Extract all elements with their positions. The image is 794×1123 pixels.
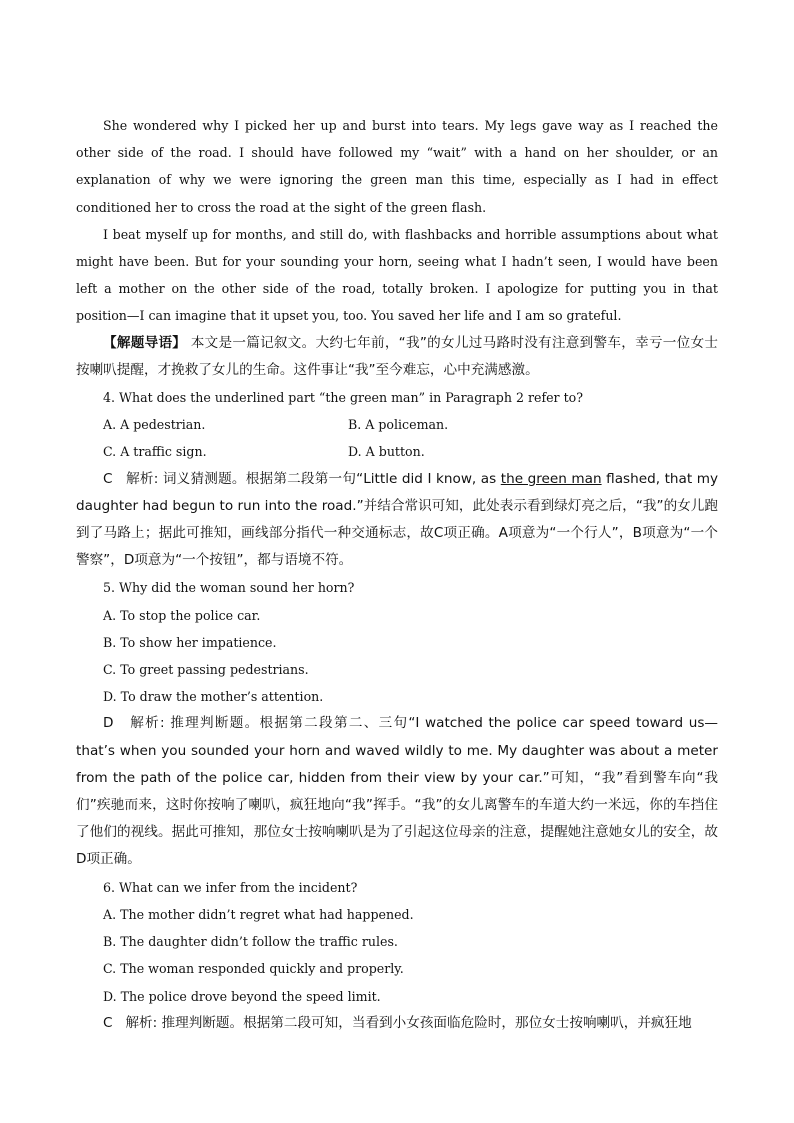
question-6-stem: 6. What can we infer from the incident? bbox=[103, 879, 358, 895]
q5-option-c: C. To greet passing pedestrians. bbox=[103, 662, 309, 678]
q6-option-d: D. The police drove beyond the speed limit. bbox=[103, 988, 381, 1004]
q6-option-a: A. The mother didn’t regret what had happened. bbox=[103, 906, 414, 922]
guide-text: 本文是一篇记叙文。大约七年前，“我”的女儿过马路时没有注意到警车，幸亏一位女士按喇叭提醒，才挽救了女儿的生命。这件事让“我”至今难忘，心中充满感激。 bbox=[76, 334, 718, 378]
q4-option-b: B. A policeman. bbox=[348, 417, 449, 433]
question-4-options-row-1 bbox=[76, 411, 718, 438]
q4-explanation-head: 解析: 词义猜测题。根据第二段第一句“Little did I know, as bbox=[126, 470, 501, 487]
guide-section bbox=[76, 330, 718, 384]
q5-option-b: B. To show her impatience. bbox=[103, 634, 277, 650]
q4-explanation-tail: flashed, that my daughter had begun to run into the road.”并结合常识可知，此处表示看到绿灯亮之后，“我”的女儿跑到了马路上；据此可推知，画线部分指代一种交通标志，故C项正确。A项意为“一个行人”，B项意为“一个警察”，D项意为“一个按钮”，都与语境不符。 bbox=[76, 470, 718, 569]
passage-paragraph-2: I beat myself up for months, and still do, with flashbacks and horrible assumptions about what might have been. But for your sounding your horn, seeing what I hadn’t seen, I would have been left a mother on the other side of the road, totally broken. I apologize for putting you in that position—I can imagine that it upset you, too. You saved her life and I am so grateful. bbox=[76, 226, 718, 324]
q5-answer: D bbox=[103, 715, 114, 732]
q5-explanation-text: 解析: 推理判断题。根据第二段第二、三句“I watched the police car speed toward us—that’s when you sounded your horn and waved wildly to me. My daughter was about a meter from the path of the police car, hidden from their view by your car.”可知，“我”看到警车向“我们”疾驰而来，这时你按响了喇叭，疯狂地向“我”挥手。“我”的女儿离警车的车道大约一米远，你的车挡住了他们的视线。据此可推知，那位女士按响喇叭是为了引起这位母亲的注意，提醒她注意她女儿的安全，故D项正确。 bbox=[76, 715, 718, 868]
q4-answer: C bbox=[103, 470, 113, 487]
q5-option-a: A. To stop the police car. bbox=[103, 607, 261, 623]
q6-option-b: B. The daughter didn’t follow the traffic rules. bbox=[103, 934, 398, 950]
q6-answer: C bbox=[103, 1014, 113, 1031]
question-5-stem: 5. Why did the woman sound her horn? bbox=[103, 580, 355, 596]
question-4-options-row-2 bbox=[76, 438, 718, 465]
passage-paragraph-1: She wondered why I picked her up and burst into tears. My legs gave way as I reached the other side of the road. I should have followed my “wait” with a hand on her shoulder, or an explanation of why we were ignoring the green man this time, especially as I had in effect conditioned her to cross the road at the sight of the green flash. bbox=[76, 118, 718, 215]
q4-option-d: D. A button. bbox=[348, 444, 425, 460]
question-4-explanation bbox=[76, 466, 718, 575]
q4-option-c: C. A traffic sign. bbox=[103, 444, 207, 460]
question-6-explanation bbox=[76, 1010, 718, 1037]
q4-option-a: A. A pedestrian. bbox=[103, 417, 206, 433]
q6-option-c: C. The woman responded quickly and properly. bbox=[103, 961, 404, 977]
q6-explanation-text: 解析: 推理判断题。根据第二段可知，当看到小女孩面临危险时，那位女士按响喇叭，并疯狂地 bbox=[125, 1014, 692, 1031]
question-4-stem: 4. What does the underlined part “the green man” in Paragraph 2 refer to? bbox=[103, 390, 583, 406]
question-5-explanation bbox=[76, 710, 718, 873]
q4-explanation-underlined: the green man bbox=[500, 470, 602, 487]
guide-label: 【解题导语】 bbox=[103, 334, 187, 351]
document-page bbox=[76, 112, 718, 1037]
q5-option-d: D. To draw the mother’s attention. bbox=[103, 689, 324, 705]
